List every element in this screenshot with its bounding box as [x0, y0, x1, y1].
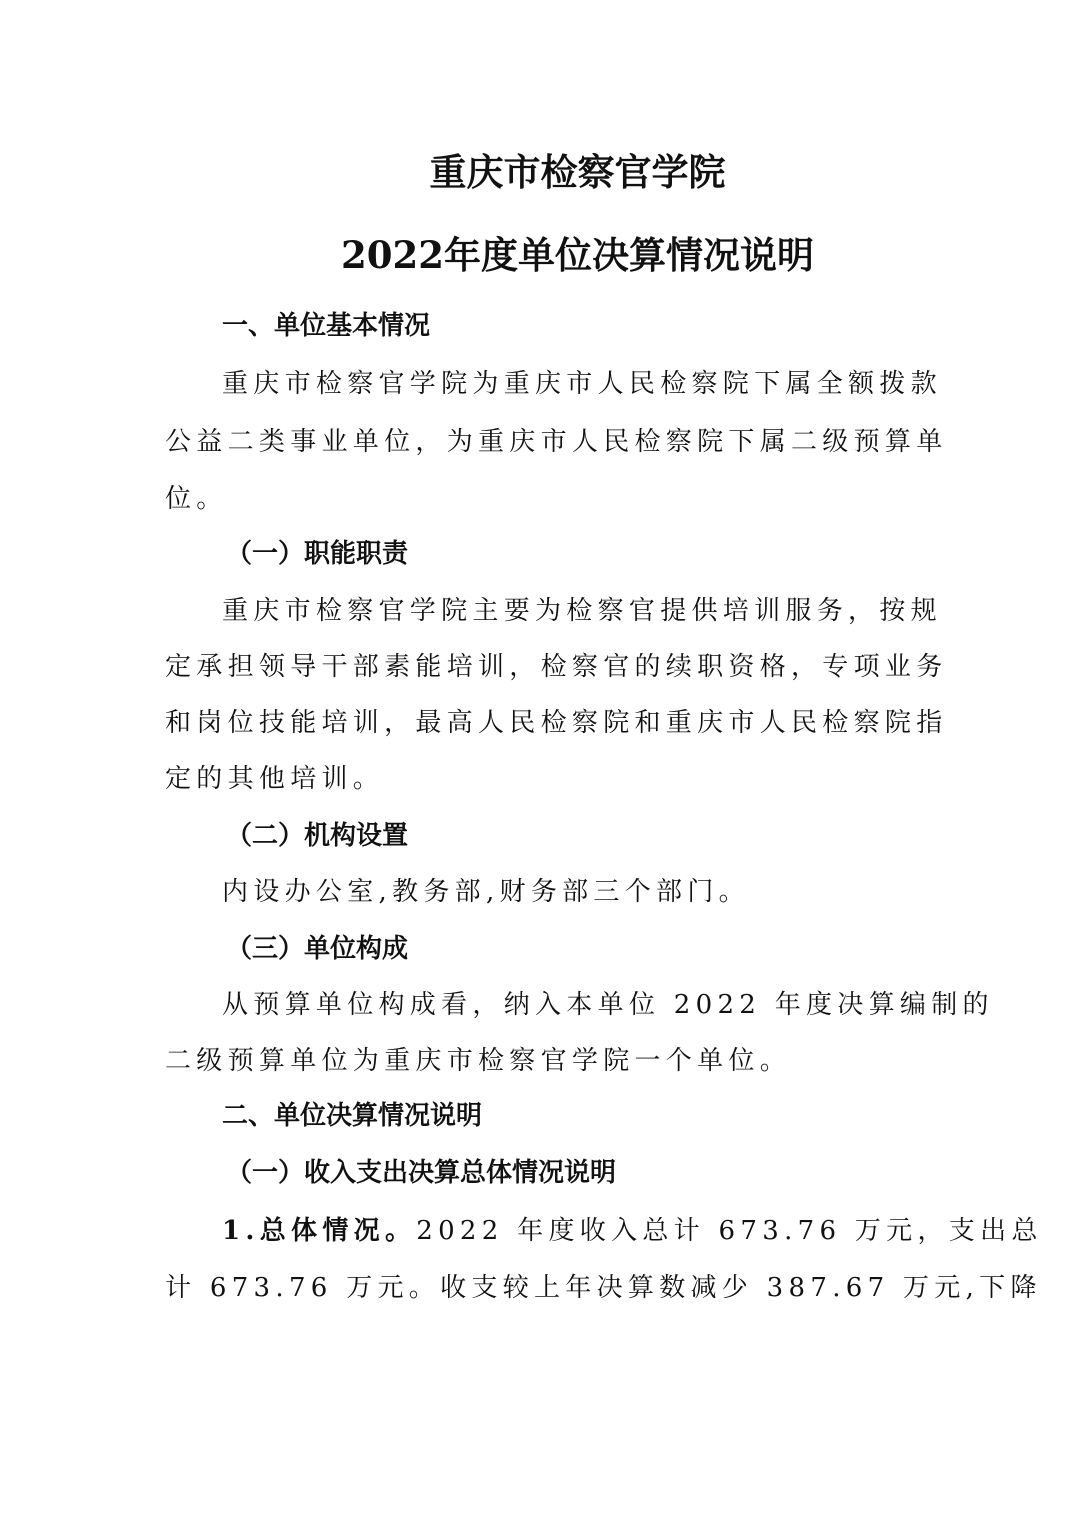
subsection1-paragraph-line1: 重庆市检察官学院主要为检察官提供培训服务，按规	[222, 596, 942, 626]
subsection2-heading: （二）机构设置	[226, 821, 409, 851]
subsection1-paragraph-line4: 定的其他培训。	[165, 764, 385, 794]
overall-paragraph-line2: 计 673.76 万元。收支较上年决算数减少 387.67 万元,下降	[165, 1273, 1042, 1303]
section2-subsection1-heading: （一）收入支出决算总体情况说明	[226, 1158, 617, 1188]
subsection3-heading: （三）单位构成	[226, 934, 409, 964]
subsection1-paragraph-line3: 和岗位技能培训，最高人民检察院和重庆市人民检察院指	[165, 708, 948, 738]
section1-heading: 一、单位基本情况	[222, 311, 431, 341]
subsection1-heading: （一）职能职责	[226, 539, 409, 569]
overall-paragraph-line1-text: 2022 年度收入总计 673.76 万元，支出总	[416, 1216, 1043, 1246]
document-title-line2: 2022年度单位决算情况说明	[341, 233, 814, 277]
section1-paragraph-line2: 公益二类事业单位，为重庆市人民检察院下属二级预算单	[165, 427, 948, 457]
document-title-line1: 重庆市检察官学院	[429, 150, 726, 194]
section2-heading: 二、单位决算情况说明	[222, 1101, 483, 1131]
subsection3-paragraph-line2: 二级预算单位为重庆市检察官学院一个单位。	[165, 1046, 792, 1076]
subsection2-paragraph-line1: 内设办公室,教务部,财务部三个部门。	[222, 877, 750, 907]
subsection3-paragraph-line1: 从预算单位构成看，纳入本单位 2022 年度决算编制的	[222, 990, 994, 1020]
overall-paragraph-line1	[222, 1212, 1043, 1250]
overall-label: 1.总体情况。	[222, 1216, 417, 1246]
section1-paragraph-line3: 位。	[165, 484, 228, 514]
subsection1-paragraph-line2: 定承担领导干部素能培训，检察官的续职资格，专项业务	[165, 652, 948, 682]
section1-paragraph-line1: 重庆市检察官学院为重庆市人民检察院下属全额拨款	[222, 369, 942, 399]
